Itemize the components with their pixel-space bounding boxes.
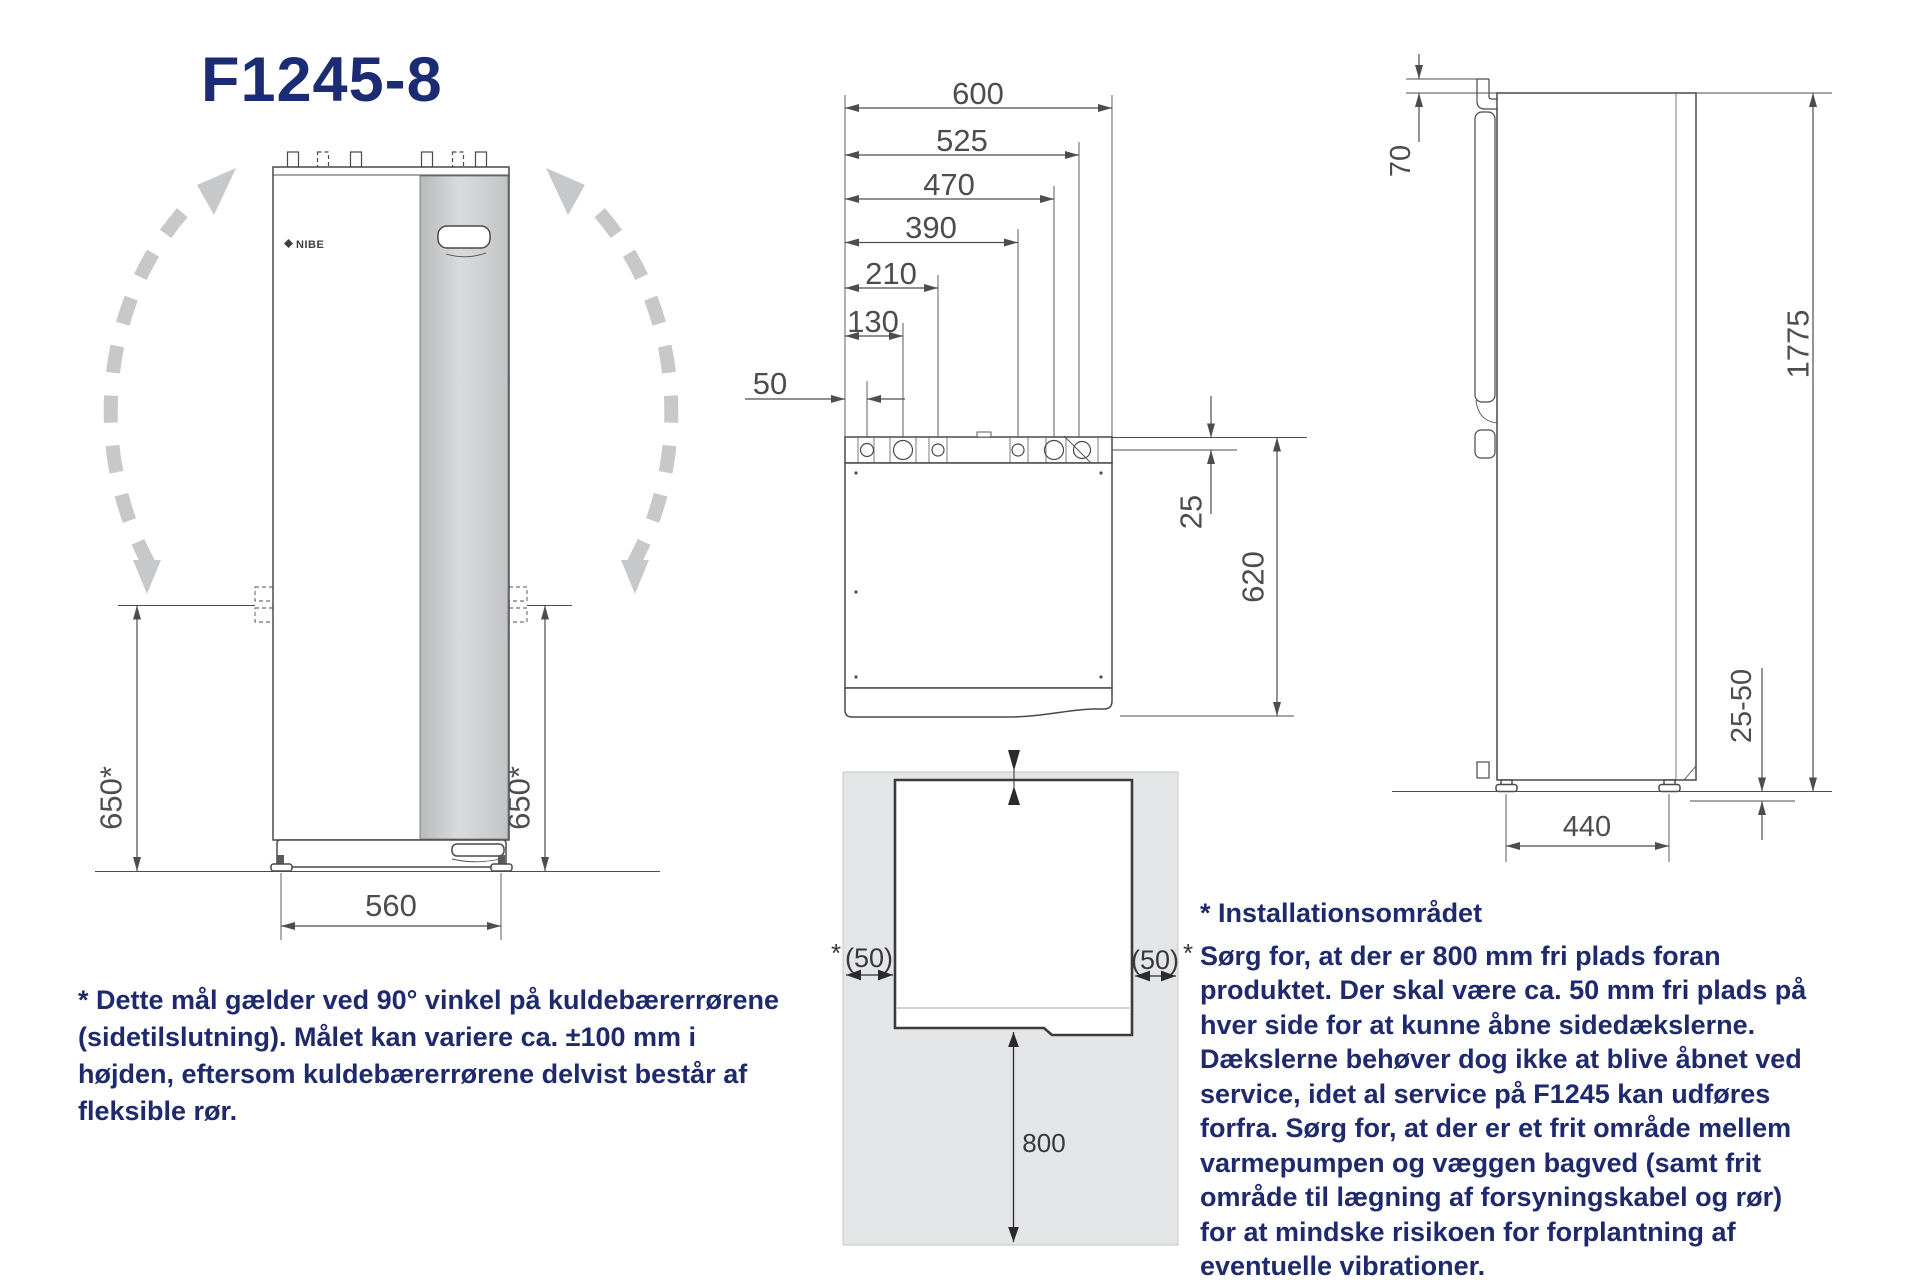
dim-label-conn-5: 470 <box>923 167 975 202</box>
left-footnote-line: (sidetilslutning). Målet kan variere ca. ±100 mm i <box>78 1022 697 1052</box>
dim-label-feet-width: 560 <box>365 888 417 923</box>
top-view-connection-strip <box>845 437 1112 463</box>
dim-label-conn-3: 210 <box>865 256 917 291</box>
side-view-diagram <box>1385 54 1832 862</box>
installation-note-line: produktet. Der skal være ca. 50 mm fri plads på <box>1200 975 1807 1005</box>
dim-label-height-right: 650* <box>501 766 537 830</box>
installation-note-line: for at mindske risikoen for forplantning af <box>1200 1216 1736 1247</box>
dim-label-side-clearance-right: (50) <box>1130 945 1180 975</box>
top-view-diagram <box>745 76 1307 717</box>
dim-label-pipe-protrusion: 70 <box>1385 144 1417 178</box>
dim-label-conn-4: 390 <box>905 210 957 245</box>
dim-label-conn-1: 50 <box>752 366 788 401</box>
pipe-bend-arc-right <box>584 196 671 566</box>
installation-note-line: varmepumpen og væggen bagved (samt frit <box>1200 1147 1762 1178</box>
installation-note-line: forfra. Sørg for, at der er et frit område mellem <box>1200 1113 1792 1143</box>
left-footnote-line: højden, eftersom kuldebærerrørene delvist består af <box>78 1059 748 1089</box>
heat-pump-top-outline <box>845 463 1112 688</box>
arc-arrowhead-top-right-icon <box>546 168 585 215</box>
footnote-marker-left: * <box>830 938 842 968</box>
dim-label-pipe-row-offset: 25 <box>1173 494 1209 530</box>
dim-label-overall-height: 1775 <box>1780 309 1816 379</box>
pipe-bend-arc-left <box>111 196 198 566</box>
unit-footprint <box>895 780 1132 1035</box>
dim-label-side-clearance-left: (50) <box>844 943 894 973</box>
left-footnote-line: * Dette mål gælder ved 90° vinkel på kuldebærerrørene <box>78 985 780 1015</box>
installation-note-line: område til lægning af forsyningskabel og rør) <box>1200 1182 1783 1212</box>
dim-label-overall-width: 600 <box>952 76 1004 111</box>
dim-label-height-left: 650* <box>93 766 129 830</box>
dim-label-feet-spacing: 440 <box>1562 811 1612 843</box>
installation-note-line: eventuelle vibrationer. <box>1200 1251 1486 1280</box>
installation-note-line: hver side for at kunne åbne sidedækslerne. <box>1200 1009 1756 1040</box>
left-footnote <box>78 982 779 1130</box>
heat-pump-side-outline <box>1497 93 1696 780</box>
installation-note <box>1200 896 1806 1280</box>
dim-label-foot-adjustment: 25-50 <box>1726 668 1758 744</box>
front-view-diagram <box>94 152 672 940</box>
arc-arrowhead-bottom-left-icon <box>133 560 161 594</box>
top-rear-pipe <box>1477 79 1497 109</box>
nibe-logo-text: NIBE <box>296 239 325 251</box>
page-title: F1245-8 <box>201 45 443 115</box>
installation-note-title: * Installationsområdet <box>1200 898 1483 928</box>
footnote-marker-right: * <box>1182 938 1194 968</box>
installation-note-line: service, idet al service på F1245 kan udføres <box>1200 1078 1771 1109</box>
arc-arrowhead-top-left-icon <box>197 168 236 215</box>
dim-label-conn-6: 525 <box>936 123 988 158</box>
dim-label-overall-depth: 620 <box>1235 551 1271 603</box>
arc-arrowhead-bottom-right-icon <box>621 560 649 594</box>
installation-note-line: Sørg for, at der er 800 mm fri plads foran <box>1200 940 1721 971</box>
installation-note-line: Dækslerne behøver dog ikke at blive åbnet ved <box>1200 1044 1802 1074</box>
display-panel <box>438 226 490 248</box>
front-side-panel <box>420 176 508 839</box>
dim-label-front-clearance: 800 <box>1022 1128 1066 1158</box>
installation-area-diagram <box>831 750 1193 1245</box>
left-footnote-line: fleksible rør. <box>78 1096 238 1126</box>
wall-marker-top-icon <box>1008 750 1020 771</box>
dim-label-conn-2: 130 <box>847 304 899 339</box>
